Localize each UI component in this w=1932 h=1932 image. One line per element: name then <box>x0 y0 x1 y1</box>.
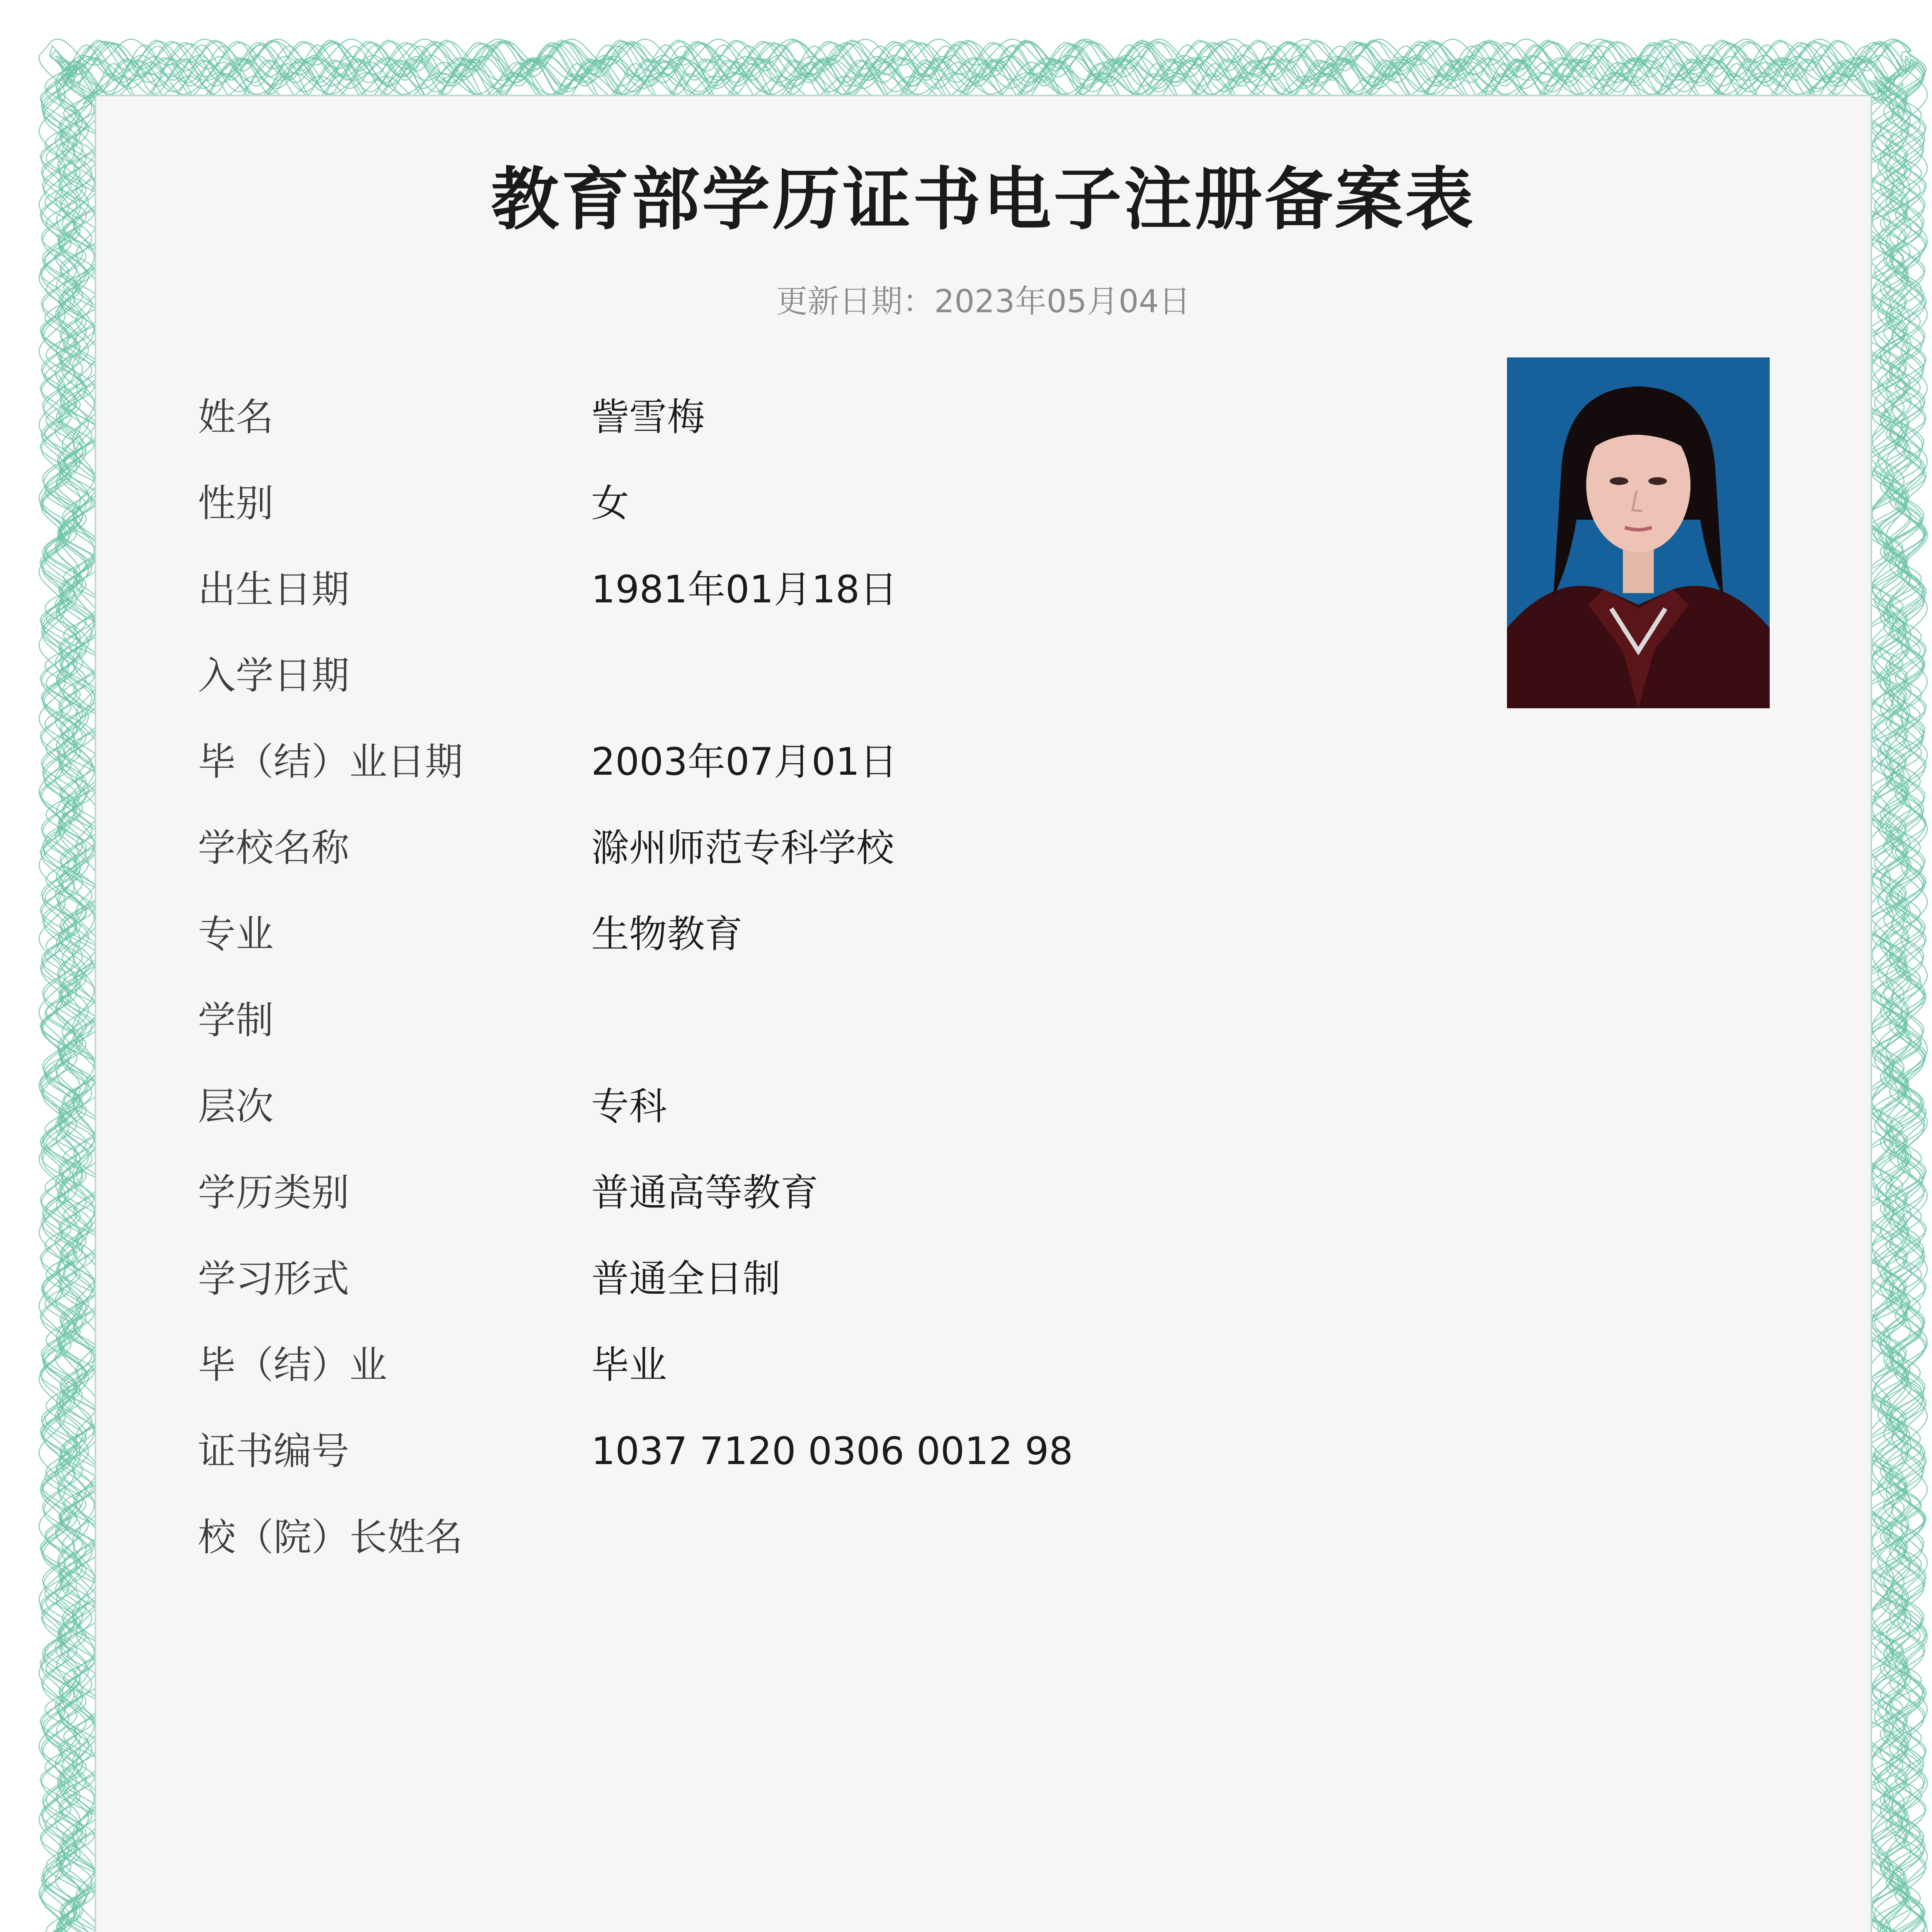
field-row-duration <box>0 992 1468 1049</box>
field-value: 女 <box>591 481 629 526</box>
field-row-school <box>0 819 1468 877</box>
field-value: 滁州师范专科学校 <box>591 826 895 870</box>
field-row-study-form <box>0 1250 1468 1308</box>
field-value: 2003年07月01日 <box>591 740 898 784</box>
field-row-birthdate <box>0 561 1468 619</box>
field-row-graduation-status <box>0 1336 1468 1394</box>
field-label: 层次 <box>198 1085 274 1129</box>
field-row-name <box>0 388 1468 446</box>
field-row-gender <box>0 474 1468 532</box>
field-label: 姓名 <box>198 395 274 439</box>
update-date: 更新日期：2023年05月04日 <box>776 283 1191 320</box>
field-row-level <box>0 1078 1468 1136</box>
field-value: 訾雪梅 <box>591 395 705 439</box>
field-value: 普通高等教育 <box>591 1171 819 1215</box>
field-label: 性别 <box>198 481 274 526</box>
field-label: 学历类别 <box>198 1171 350 1215</box>
document-title: 教育部学历证书电子注册备案表 <box>491 160 1476 239</box>
field-label: 毕（结）业日期 <box>198 740 463 784</box>
field-label: 学校名称 <box>198 826 350 870</box>
field-row-enrollment-date <box>0 647 1468 705</box>
field-label: 学习形式 <box>198 1257 350 1301</box>
field-label: 出生日期 <box>198 568 350 612</box>
field-label: 学制 <box>198 998 274 1043</box>
field-label: 毕（结）业 <box>198 1343 388 1387</box>
field-row-major <box>0 905 1468 963</box>
field-value: 1037 7120 0306 0012 98 <box>591 1429 1073 1473</box>
id-photo <box>1507 357 1770 708</box>
field-row-president-name <box>0 1509 1468 1566</box>
field-row-graduation-date <box>0 733 1468 791</box>
field-value: 毕业 <box>591 1343 667 1387</box>
field-label: 校（院）长姓名 <box>198 1515 463 1560</box>
field-value: 1981年01月18日 <box>591 568 898 612</box>
field-value: 专科 <box>591 1085 667 1129</box>
field-label: 专业 <box>198 912 274 956</box>
field-row-education-type <box>0 1164 1468 1222</box>
field-label: 证书编号 <box>198 1429 350 1473</box>
field-value: 普通全日制 <box>591 1257 781 1301</box>
field-label: 入学日期 <box>198 654 350 698</box>
field-value: 生物教育 <box>591 912 743 956</box>
field-row-certificate-number <box>0 1422 1468 1480</box>
